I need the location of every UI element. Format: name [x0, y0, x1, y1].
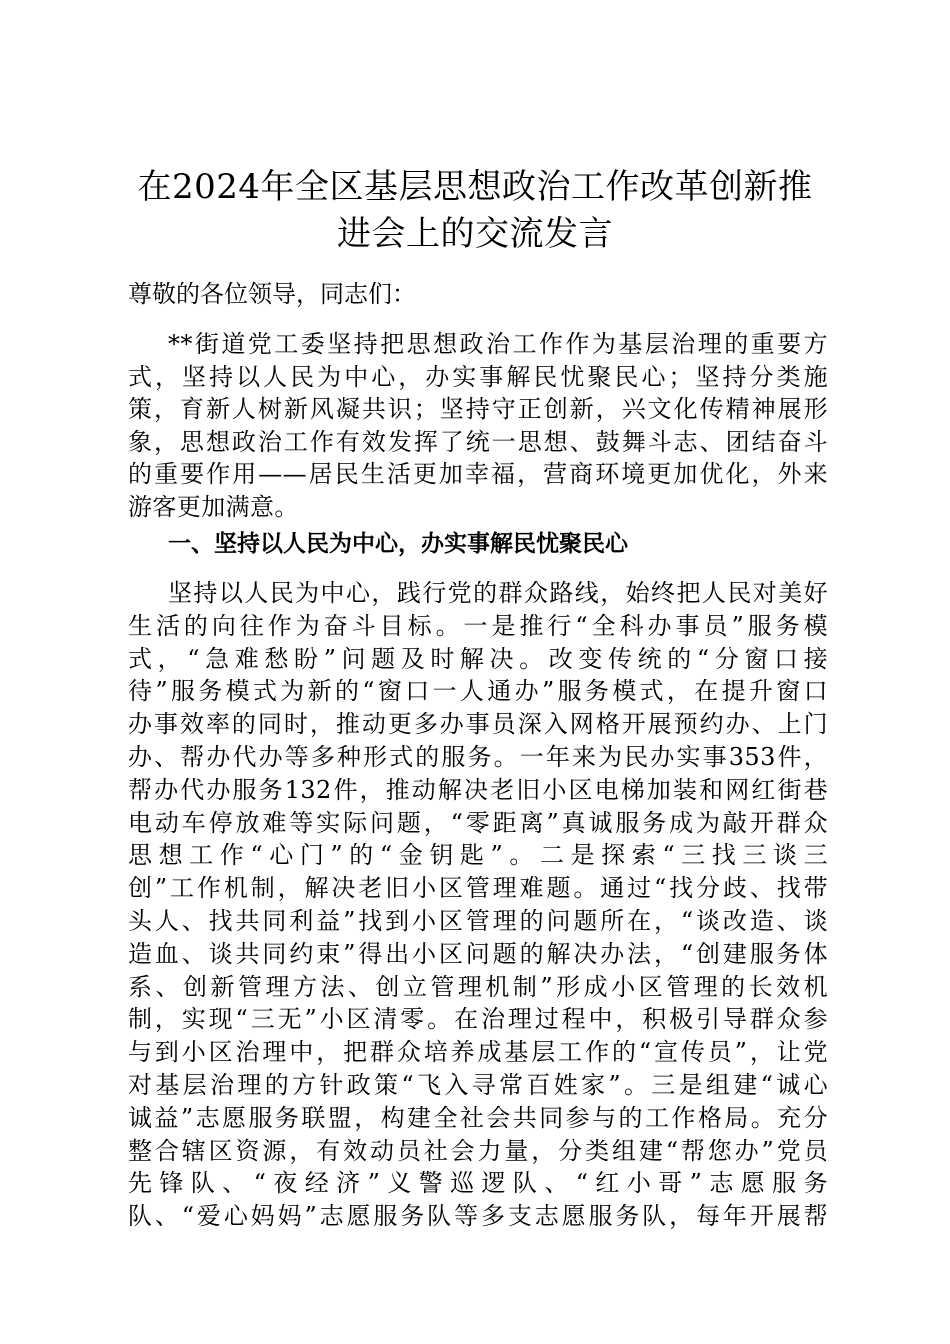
section1-line-2: 生活的向往作为奋斗目标。一是推行“全科办事员”服务模 [128, 611, 828, 640]
document-title [120, 164, 830, 258]
section1-line-9: 思想工作“心门”的“金钥匙”。二是探索“三找三谈三 [128, 841, 828, 870]
intro-line-4: 象，思想政治工作有效发挥了统一思想、鼓舞斗志、团结奋斗 [128, 427, 828, 456]
section1-line-5: 办事效率的同时，推动更多办事员深入网格开展预约办、上门 [128, 710, 828, 739]
section1-line-19: 先锋队、“夜经济”义警巡逻队、“红小哥”志愿服务 [128, 1169, 828, 1198]
section1-line-13: 系、创新管理方法、创立管理机制”形成小区管理的长效机 [128, 972, 828, 1001]
section1-line-17: 诚益”志愿服务联盟，构建全社会共同参与的工作格局。充分 [128, 1103, 828, 1132]
section1-line-7: 帮办代办服务132件，推动解决老旧小区电梯加装和网红街巷 [128, 775, 828, 804]
title-line-2: 进会上的交流发言 [337, 214, 613, 254]
section1-line-20: 队、“爱心妈妈”志愿服务队等多支志愿服务队，每年开展帮 [128, 1202, 828, 1231]
section1-line-8: 电动车停放难等实际问题，“零距离”真诚服务成为敲开群众 [128, 808, 828, 837]
section1-line-4: 待”服务模式为新的“窗口一人通办”服务模式，在提升窗口 [128, 677, 828, 706]
section1-line-14: 制，实现“三无”小区清零。在治理过程中，积极引导群众参 [128, 1005, 828, 1034]
section1-line-3: 式，“急难愁盼”问题及时解决。改变传统的“分窗口接 [128, 644, 828, 673]
section1-line-6: 办、帮办代办等多种形式的服务。一年来为民办实事353件， [128, 742, 828, 771]
intro-line-2: 式，坚持以人民为中心，办实事解民忧聚民心；坚持分类施 [128, 362, 828, 391]
salutation: 尊敬的各位领导，同志们： [128, 280, 416, 308]
intro-paragraph [128, 328, 828, 523]
section1-line-11: 头人、找共同利益”找到小区管理的问题所在，“谈改造、谈 [128, 906, 828, 935]
section1-line-10: 创”工作机制，解决老旧小区管理难题。通过“找分歧、找带 [128, 874, 828, 903]
intro-line-3: 策，育新人树新风凝共识；坚持守正创新，兴文化传精神展形 [128, 395, 828, 423]
section1-line-1: 坚持以人民为中心，践行党的群众路线，始终把人民对美好 [168, 579, 828, 607]
intro-line-6: 游客更加满意。 [128, 492, 299, 521]
title-line-1: 在2024年全区基层思想政治工作改革创新推 [137, 167, 813, 207]
intro-line-1: **街道党工委坚持把思想政治工作作为基层治理的重要方 [168, 330, 828, 358]
intro-line-5: 的重要作用——居民生活更加幸福，营商环境更加优化，外来 [128, 460, 828, 488]
section1-line-15: 与到小区治理中，把群众培养成基层工作的“宣传员”，让党 [128, 1038, 828, 1067]
section1-line-18: 整合辖区资源，有效动员社会力量，分类组建“帮您办”党员 [128, 1136, 828, 1165]
section1-line-16: 对基层治理的方针政策“飞入寻常百姓家”。三是组建“诚心 [128, 1070, 828, 1099]
section1-paragraph [128, 577, 828, 1233]
section1-line-12: 造血、谈共同约束”得出小区问题的解决办法，“创建服务体 [128, 939, 828, 968]
section-heading-1: 一、坚持以人民为中心，办实事解民忧聚民心 [168, 531, 628, 557]
